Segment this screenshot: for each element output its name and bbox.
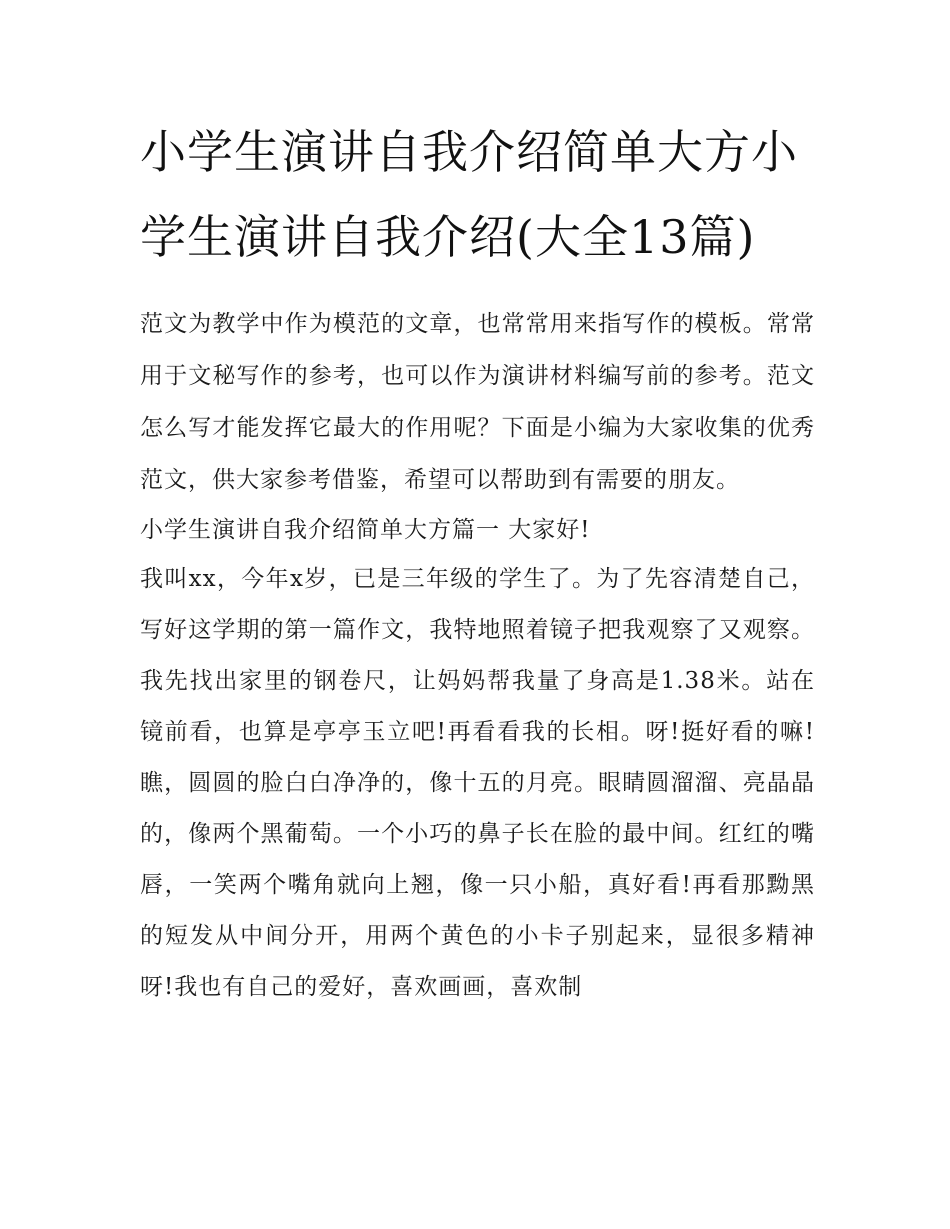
intro-paragraph: 范文为教学中作为模范的文章，也常常用来指写作的模板。常常用于文秘写作的参考，也可以作为演讲材料编写前的参考。范文怎么写才能发挥它最大的作用呢？下面是小编为大家收集的优秀范文，供大家参考借鉴，希望可以帮助到有需要的朋友。 — [140, 311, 815, 493]
section-body-paragraph: 我叫xx，今年x岁，已是三年级的学生了。为了先容清楚自己，写好这学期的第一篇作文，我特地照着镜子把我观察了又观察。我先找出家里的钢卷尺，让妈妈帮我量了身高是1.38米。站在镜前看，也算是亭亭玉立吧!再看看我的长相。呀!挺好看的嘛!瞧，圆圆的脸白白净净的，像十五的月亮。眼睛圆溜溜、亮晶晶的，像两个黑葡萄。一个小巧的鼻子长在脸的最中间。红红的嘴唇，一笑两个嘴角就向上翘，像一只小船，真好看!再看那黝黑的短发从中间分开，用两个黄色的小卡子别起来，显很多精神呀!我也有自己的爱好，喜欢画画，喜欢制 — [140, 566, 815, 1000]
document-page — [140, 110, 815, 1013]
document-title: 小学生演讲自我介绍简单大方小学生演讲自我介绍(大全13篇) — [140, 125, 798, 264]
section-heading: 小学生演讲自我介绍简单大方篇一 大家好! — [140, 517, 591, 543]
